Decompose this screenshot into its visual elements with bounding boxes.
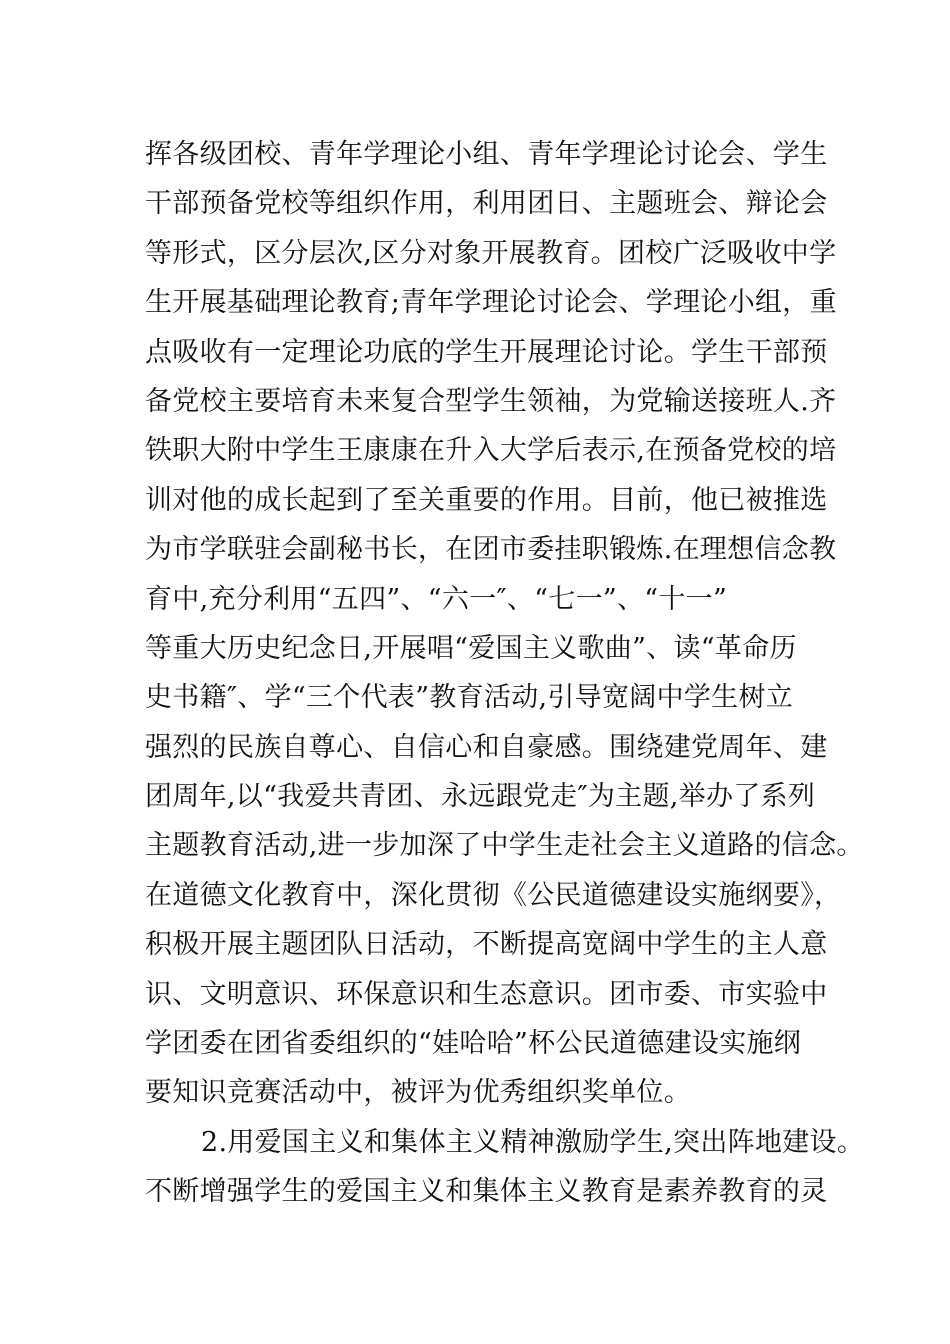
text-line: 挥各级团校、青年学理论小组、青年学理论讨论会、学生 [145, 139, 828, 170]
text-line: 不断增强学生的爱国主义和集体主义教育是素养教育的灵 [145, 1176, 828, 1208]
text-line: 铁职大附中学生王康康在升入大学后表示,在预备党校的培 [145, 435, 837, 467]
text-line: 备党校主要培育未来复合型学生领袖，为党输送接班人.齐 [145, 385, 837, 417]
text-line: 识、文明意识、环保意识和生态意识。团市委、市实验中 [145, 978, 828, 1010]
text-line: 育中,充分利用“五四”、“六一″、“七一”、“十一” [145, 583, 728, 615]
text-line: 点吸收有一定理论功底的学生开展理论讨论。学生干部预 [145, 336, 828, 368]
text-line: 干部预备党校等组织作用，利用团日、主题班会、辩论会 [145, 188, 828, 220]
text-line: 主题教育活动,进一步加深了中学生走社会主义道路的信念。 [145, 830, 864, 862]
paragraph-1 [145, 130, 864, 1118]
text-line: 积极开展主题团队日活动，不断提高宽阔中学生的主人意 [145, 929, 828, 961]
section-heading-line: 2.用爱国主义和集体主义精神激励学生,突出阵地建设。 [201, 1126, 865, 1158]
text-line: 为市学联驻会副秘书长，在团市委挂职锻炼.在理想信念教 [145, 534, 837, 566]
text-line: 学团委在团省委组织的“娃哈哈”杯公民道德建设实施纲 [145, 1028, 802, 1060]
paragraph-2 [145, 1118, 865, 1217]
document-page [145, 130, 865, 1217]
text-line: 训对他的成长起到了至关重要的作用。目前，他已被推选 [145, 484, 828, 516]
text-line: 等重大历史纪念日,开展唱“爱国主义歌曲”、读“革命历 [145, 632, 797, 664]
text-line: 强烈的民族自尊心、自信心和自豪感。围绕建党周年、建 [145, 731, 828, 763]
text-line: 史书籍″、学“三个代表”教育活动,引导宽阔中学生树立 [145, 682, 794, 714]
text-line: 生开展基础理论教育;青年学理论讨论会、学理论小组，重 [145, 287, 837, 319]
text-line: 在道德文化教育中，深化贯彻《公民道德建设实施纲要》， [145, 879, 842, 911]
text-line: 要知识竞赛活动中，被评为优秀组织奖单位。 [145, 1077, 691, 1109]
text-line: 等形式，区分层次,区分对象开展教育。团校广泛吸收中学 [145, 237, 837, 269]
text-line: 团周年,以“我爱共青团、永远跟党走″为主题,举办了系列 [145, 781, 816, 813]
